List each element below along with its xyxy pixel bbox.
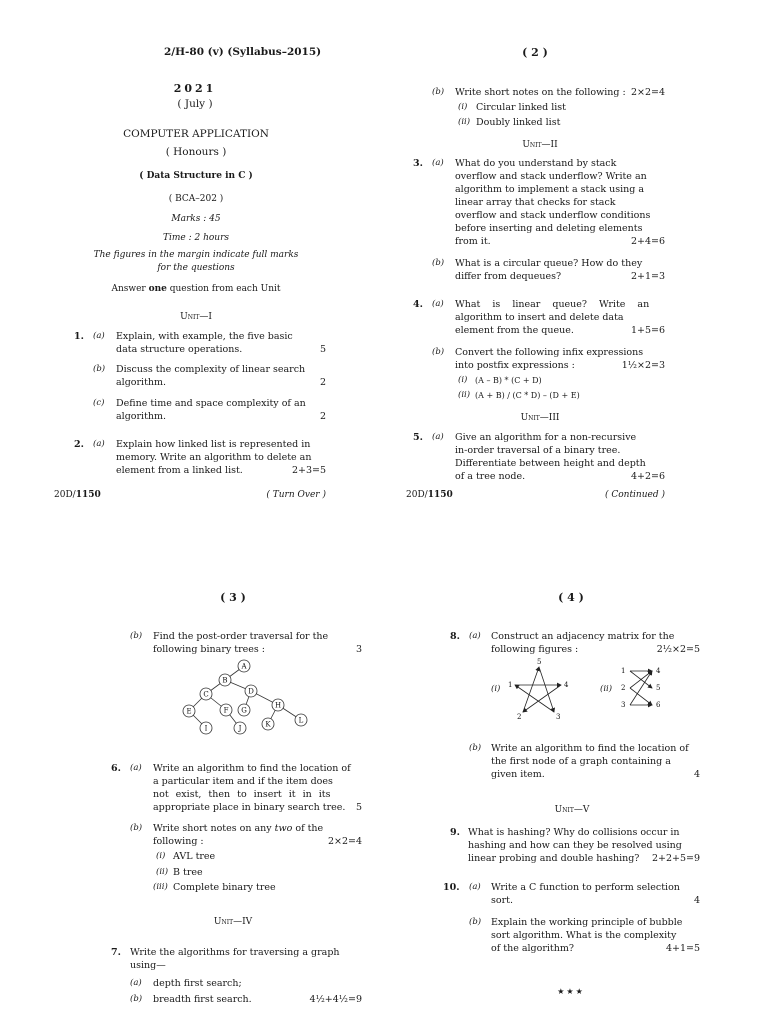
- q6a-line-3: not exist, then to insert it in its: [153, 789, 331, 800]
- q5a-label: (a): [432, 432, 444, 442]
- q10-number: 10.: [443, 882, 460, 893]
- q3a-line-3: algorithm to implement a stack using a: [455, 184, 645, 195]
- tree-node-label: A: [241, 662, 247, 671]
- q10a-line-1: Write a C function to perform selection: [491, 882, 680, 893]
- footer-code-pre: 20D/: [54, 490, 76, 500]
- q3a-line-5: overflow and stack underflow conditions: [455, 210, 651, 221]
- footer-code-pre: 20D/: [406, 490, 428, 500]
- q3b-marks: 2+1=3: [630, 271, 665, 282]
- q4b-line-2: into postfix expressions :: [455, 360, 575, 371]
- q2b-i-label: (i): [458, 102, 468, 112]
- unit-5-heading: Unit—V: [554, 805, 590, 815]
- q6a-line-1: Write an algorithm to find the location of: [153, 763, 351, 774]
- q2a-line-3: element from a linked list.: [116, 465, 243, 476]
- course-type: ( Honours ): [165, 146, 227, 158]
- q3b-label: (b): [432, 258, 445, 268]
- tree-node-label: B: [222, 676, 228, 685]
- q6b-marks: 2×2=4: [327, 836, 362, 847]
- q5a-line-1: Give an algorithm for a non-recursive: [455, 432, 637, 443]
- q3a-line-1: What do you understand by stack: [455, 158, 617, 169]
- q5a-line-2: in-order traversal of a binary tree.: [455, 445, 621, 456]
- q4-number: 4.: [413, 299, 423, 310]
- bip-node-label: 1: [621, 667, 626, 675]
- q7a-label: (a): [130, 978, 142, 988]
- q2b-i-text: Circular linked list: [476, 102, 566, 113]
- q6b-line-2: following :: [153, 836, 204, 847]
- q6a-line-4: appropriate place in binary search tree.: [153, 802, 346, 813]
- q2b-line: Write short notes on the following :: [455, 87, 626, 98]
- tree-node-label: L: [298, 716, 304, 725]
- q4b-label: (b): [432, 347, 445, 357]
- exam-session: ( July ): [177, 98, 213, 110]
- q8b-marks: 4: [693, 769, 700, 780]
- q10a-marks: 4: [693, 895, 700, 906]
- tree-node-label: H: [274, 701, 282, 710]
- tree-node-label: G: [241, 706, 247, 715]
- q7-number: 7.: [111, 947, 121, 958]
- q8a-line-2: following figures :: [491, 644, 579, 655]
- q5a-line-4: of a tree node.: [455, 471, 526, 482]
- q6b-iii-text: Complete binary tree: [173, 882, 276, 893]
- q8a-marks: 2½×2=5: [656, 644, 700, 655]
- q7b-label: (b): [130, 994, 143, 1004]
- q6b-iii-label: (iii): [153, 882, 168, 892]
- q6b-i-label: (i): [156, 851, 166, 861]
- star-node-label: 2: [517, 713, 522, 721]
- exam-time: Time : 2 hours: [162, 233, 229, 243]
- unit-4-heading: Unit—IV: [213, 917, 253, 927]
- q5b-marks: 3: [355, 644, 362, 655]
- instruction-post: question from each Unit: [166, 284, 281, 294]
- q10b-line-1: Explain the working principle of bubble: [491, 917, 683, 928]
- paper-code: ( BCA–202 ): [168, 194, 224, 204]
- q3b-line-1: What is a circular queue? How do they: [455, 258, 643, 269]
- q2a-line-2: memory. Write an algorithm to delete an: [116, 452, 312, 463]
- q4b-line-1: Convert the following infix expressions: [455, 347, 644, 358]
- q7a-text: depth first search;: [153, 978, 242, 989]
- q9-marks: 2+2+5=9: [651, 853, 700, 864]
- page-2-footer-code: [406, 489, 453, 502]
- q2-number: 2.: [74, 439, 84, 450]
- exam-year: 2021: [173, 82, 217, 95]
- q1c-label: (c): [93, 398, 105, 408]
- bip-node-label: 6: [656, 701, 661, 709]
- margin-note-line-1: The figures in the margin indicate full marks: [93, 250, 299, 260]
- q4b-ii-label: (ii): [458, 390, 471, 400]
- paper-name: ( Data Structure in C ): [139, 171, 253, 181]
- footer-code-bold: 1150: [427, 490, 453, 500]
- full-marks: Marks : 45: [171, 214, 221, 224]
- tree-node-label: K: [265, 720, 271, 729]
- q10b-line-3: of the algorithm?: [491, 943, 574, 954]
- q5-number: 5.: [413, 432, 423, 443]
- continued-label: ( Continued ): [604, 490, 665, 500]
- q3a-label: (a): [432, 158, 444, 168]
- q4b-marks: 1½×2=3: [621, 360, 665, 371]
- q6b-ii-label: (ii): [156, 867, 169, 877]
- q5b-line-2: following binary trees :: [153, 644, 265, 655]
- q6a-label: (a): [130, 763, 142, 773]
- q3a-line-2: overflow and stack underflow? Write an: [455, 171, 647, 182]
- end-of-paper-stars: ★★★: [557, 987, 585, 996]
- page-1-footer-code: [54, 489, 101, 502]
- q9-line-2: hashing and how can they be resolved using: [468, 840, 682, 851]
- q1b-line-2: algorithm.: [116, 377, 167, 388]
- q2b-marks: 2×2=4: [630, 87, 665, 98]
- q4b-i-label: (i): [458, 375, 468, 385]
- q9-line-3: linear probing and double hashing?: [468, 853, 640, 864]
- q2b-ii-text: Doubly linked list: [476, 117, 561, 128]
- q4a-label: (a): [432, 299, 444, 309]
- bip-node-label: 5: [656, 684, 661, 692]
- tree-node-label: I: [204, 724, 208, 733]
- q6a-line-2: a particular item and if the item does: [153, 776, 333, 787]
- star-node-label: 5: [537, 658, 542, 666]
- q1b-marks: 2: [319, 377, 326, 388]
- q3a-marks: 2+4=6: [630, 236, 665, 247]
- tree-node-label: F: [223, 706, 229, 715]
- q6-number: 6.: [111, 763, 121, 774]
- tree-node-label: J: [238, 724, 242, 733]
- q8b-label: (b): [469, 743, 482, 753]
- q3a-line-7: from it.: [455, 236, 491, 247]
- q1c-line-2: algorithm.: [116, 411, 167, 422]
- q4a-line-1: What is linear queue? Write an: [455, 299, 650, 310]
- q1-number: 1.: [74, 331, 84, 342]
- q2a-marks: 2+3=5: [291, 465, 326, 476]
- q9-line-1: What is hashing? Why do collisions occur in: [468, 827, 680, 838]
- q6b-label: (b): [130, 823, 143, 833]
- turn-over-label: ( Turn Over ): [266, 490, 326, 500]
- q1a-line-2: data structure operations.: [116, 344, 243, 355]
- q6b-line-1: [153, 822, 323, 835]
- q2a-label: (a): [93, 439, 105, 449]
- q2a-line-1: Explain how linked list is represented in: [116, 439, 311, 450]
- q7b-text: breadth first search.: [153, 994, 252, 1005]
- unit-3-heading: Unit—III: [520, 413, 560, 423]
- page-3-number: ( 3 ): [220, 591, 246, 604]
- tree-node-label: D: [248, 687, 254, 696]
- tree-node-label: E: [186, 707, 192, 716]
- q3-number: 3.: [413, 158, 423, 169]
- q10b-label: (b): [469, 917, 482, 927]
- q1b-label: (b): [93, 364, 106, 374]
- q1c-line-1: Define time and space complexity of an: [116, 398, 306, 409]
- instruction-pre: Answer: [111, 284, 149, 294]
- q6b-pre: Write short notes on any: [153, 823, 275, 834]
- margin-note-line-2: for the questions: [157, 263, 235, 273]
- answer-instruction: [76, 283, 316, 296]
- instruction-bold: one: [148, 284, 167, 294]
- q5b-line-1: Find the post-order traversal for the: [153, 631, 329, 642]
- bip-node-label: 3: [621, 701, 626, 709]
- q10b-line-2: sort algorithm. What is the complexity: [491, 930, 677, 941]
- q5a-line-3: Differentiate between height and depth: [455, 458, 646, 469]
- figure-i-label: (i): [491, 684, 501, 694]
- q7-line-2: using—: [130, 960, 166, 971]
- q6b-i-text: AVL tree: [173, 851, 216, 862]
- q10b-marks: 4+1=5: [665, 943, 700, 954]
- q6b-italic: two: [274, 823, 293, 834]
- star-node-label: 4: [564, 681, 569, 689]
- q8b-line-2: the first node of a graph containing a: [491, 756, 671, 767]
- q8-number: 8.: [450, 631, 460, 642]
- q8b-line-3: given item.: [491, 769, 545, 780]
- footer-code-bold: 1150: [75, 490, 101, 500]
- q4b-i-text: (A – B) * (C + D): [475, 376, 542, 385]
- q6b-ii-text: B tree: [173, 867, 203, 878]
- q4b-ii-text: (A + B) / (C * D) – (D + E): [475, 391, 580, 400]
- bip-node-label: 4: [656, 667, 661, 675]
- paper-header: 2/H-80 (v) (Syllabus–2015): [164, 46, 322, 58]
- tree-node-label: C: [203, 690, 209, 699]
- star-graph-figure: [505, 655, 577, 721]
- bip-node-label: 2: [621, 684, 626, 692]
- q6a-marks: 5: [355, 802, 362, 813]
- q5b-label: (b): [130, 631, 143, 641]
- q4a-line-3: element from the queue.: [455, 325, 574, 336]
- star-node-label: 1: [508, 681, 513, 689]
- q2b-label: (b): [432, 87, 445, 97]
- unit-2-heading: Unit—II: [522, 140, 558, 150]
- q8a-line-1: Construct an adjacency matrix for the: [491, 631, 675, 642]
- q9-number: 9.: [450, 827, 460, 838]
- figure-ii-label: (ii): [600, 684, 613, 694]
- unit-1-heading: Unit—I: [180, 312, 212, 322]
- page-4-number: ( 4 ): [558, 591, 584, 604]
- subject-title: COMPUTER APPLICATION: [123, 128, 269, 140]
- q7-marks: 4½+4½=9: [309, 994, 362, 1005]
- q1a-label: (a): [93, 331, 105, 341]
- q10a-line-2: sort.: [491, 895, 513, 906]
- q4a-marks: 1+5=6: [630, 325, 665, 336]
- q10a-label: (a): [469, 882, 481, 892]
- bipartite-graph-figure: [618, 663, 668, 713]
- star-node-label: 3: [556, 713, 561, 721]
- q3b-line-2: differ from dequeues?: [455, 271, 562, 282]
- q1c-marks: 2: [319, 411, 326, 422]
- q3a-line-4: linear array that checks for stack: [455, 197, 616, 208]
- q6b-post: of the: [292, 823, 324, 834]
- q8b-line-1: Write an algorithm to find the location of: [491, 743, 689, 754]
- binary-tree-figure: [170, 655, 320, 740]
- q2b-ii-label: (ii): [458, 117, 471, 127]
- q1a-line-1: Explain, with example, the five basic: [116, 331, 293, 342]
- page-2-number: ( 2 ): [522, 46, 548, 59]
- q5a-marks: 4+2=6: [630, 471, 665, 482]
- q3a-line-6: before inserting and deleting elements: [455, 223, 643, 234]
- q1a-marks: 5: [319, 344, 326, 355]
- q4a-line-2: algorithm to insert and delete data: [455, 312, 624, 323]
- q7-line-1: Write the algorithms for traversing a graph: [130, 947, 340, 958]
- q1b-line-1: Discuss the complexity of linear search: [116, 364, 306, 375]
- q8a-label: (a): [469, 631, 481, 641]
